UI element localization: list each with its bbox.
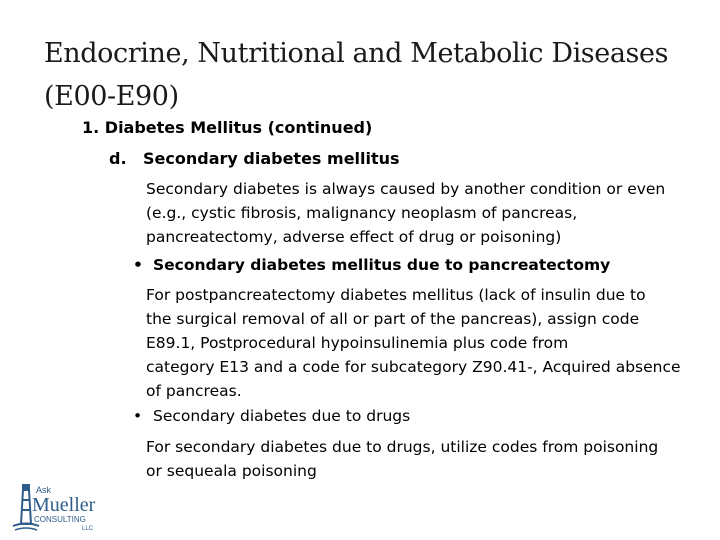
pancreatectomy-line: For postpancreatectomy diabetes mellitus (lack of insulin due to (146, 286, 646, 304)
bullet-icon: • (133, 256, 143, 274)
bullet-pancreatectomy-heading (133, 253, 610, 277)
pancreatectomy-line: category E13 and a code for subcategory Z90.41-, Acquired absence (146, 358, 681, 376)
subsection-marker: d. (109, 149, 127, 168)
bullet-label: Secondary diabetes due to drugs (153, 407, 411, 425)
pancreatectomy-line: of pancreas. (146, 382, 242, 400)
logo-consulting-text: CONSULTING (34, 515, 86, 524)
pancreatectomy-line: E89.1, Postprocedural hypoinsulinemia plus code from (146, 334, 569, 352)
subsection-label: Secondary diabetes mellitus (143, 149, 400, 168)
logo-ask-text: Ask (36, 485, 52, 495)
slide-title-line-2: (E00-E90) (44, 81, 179, 112)
intro-paragraph (146, 177, 665, 249)
slide-title-line-1: Endocrine, Nutritional and Metabolic Diseases (44, 38, 669, 69)
drugs-paragraph (146, 435, 658, 483)
intro-line: Secondary diabetes is always caused by another condition or even (146, 180, 666, 198)
logo-llc-text: LLC (82, 526, 94, 532)
slide-title (44, 32, 704, 118)
logo-mueller-text: Mueller (32, 494, 96, 516)
bullet-label: Secondary diabetes mellitus due to pancreatectomy (153, 256, 611, 274)
ask-mueller-consulting-logo (10, 478, 114, 534)
drugs-line: or sequeala poisoning (146, 462, 317, 480)
pancreatectomy-paragraph (146, 283, 681, 403)
intro-line: pancreatectomy, adverse effect of drug or poisoning) (146, 228, 562, 246)
bullet-drugs-heading (133, 404, 410, 428)
subsection-heading (109, 149, 400, 168)
section-heading: 1. Diabetes Mellitus (continued) (82, 118, 373, 137)
bullet-icon: • (133, 407, 143, 425)
drugs-line: For secondary diabetes due to drugs, utilize codes from poisoning (146, 438, 659, 456)
intro-line: (e.g., cystic fibrosis, malignancy neoplasm of pancreas, (146, 204, 578, 222)
pancreatectomy-line: the surgical removal of all or part of the pancreas), assign code (146, 310, 640, 328)
